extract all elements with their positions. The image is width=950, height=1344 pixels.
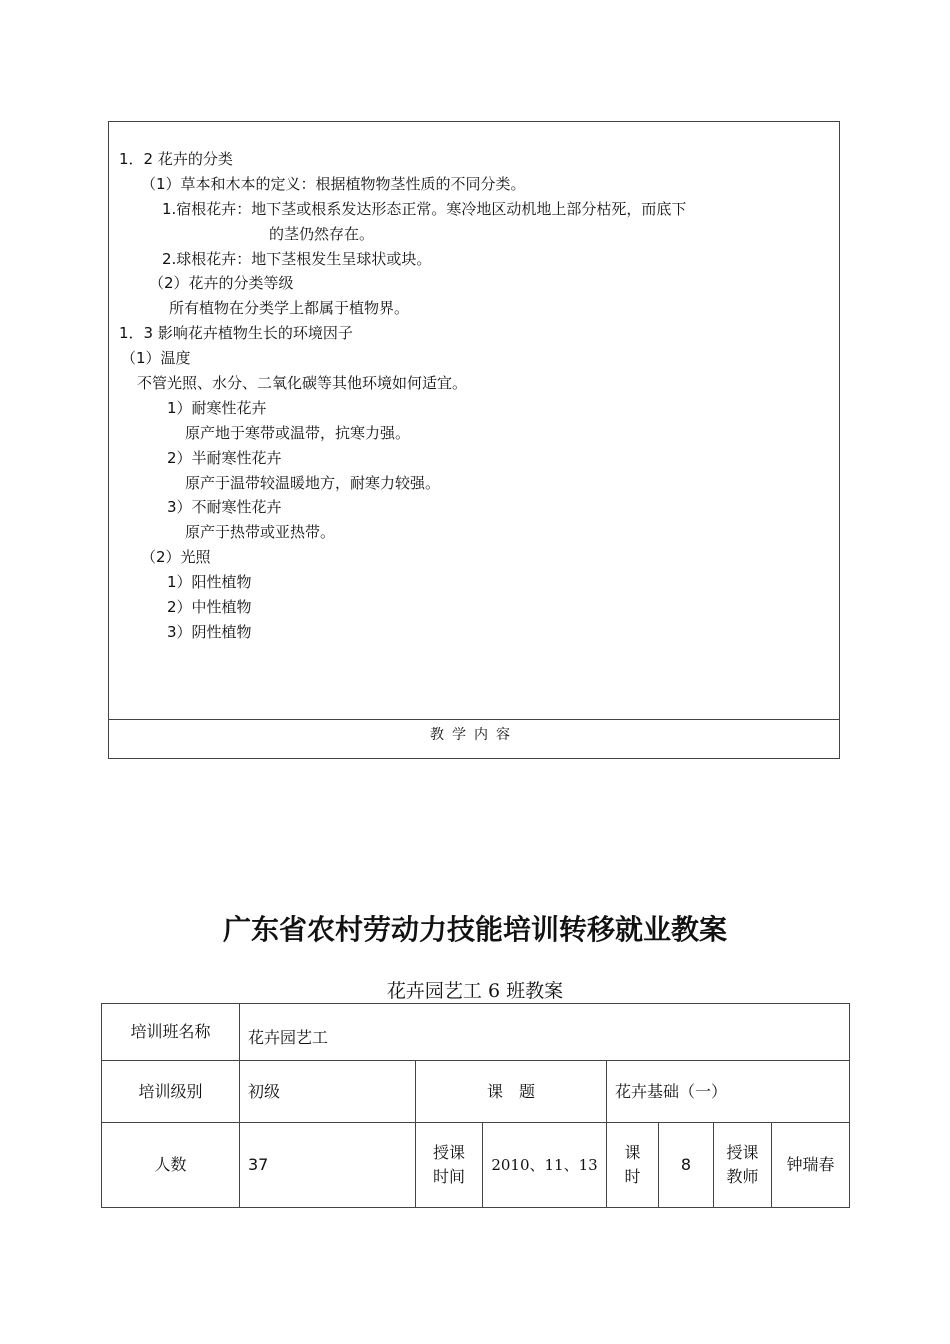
content-line: 原产于热带或亚热带。 [185,523,336,541]
document-subtitle: 花卉园艺工 6 班教案 [386,980,564,1002]
time-label: 授课时间 [416,1123,483,1208]
level-value: 初级 [240,1061,416,1123]
teaching-content-box [108,121,840,759]
topic-value: 花卉基础（一） [607,1061,850,1123]
hours-value: 8 [659,1123,714,1208]
teacher-label: 授课教师 [714,1123,772,1208]
content-line: 1）阳性植物 [167,573,252,591]
teacher-value: 钟瑞春 [772,1123,850,1208]
hours-label: 课时 [607,1123,659,1208]
content-line: （2）花卉的分类等级 [149,274,294,292]
content-line: 原产地于寒带或温带，抗寒力强。 [185,424,411,442]
content-line: （1）温度 [121,349,191,367]
content-line: 3）不耐寒性花卉 [167,498,282,516]
content-line: 1.宿根花卉：地下茎或根系发达形态正常。寒冷地区动机地上部分枯死，而底下 [162,200,687,218]
count-label: 人数 [102,1123,240,1208]
content-line: 原产于温带较温暖地方，耐寒力较强。 [185,474,441,492]
content-line: （1）草本和木本的定义：根据植物物茎性质的不同分类。 [141,175,526,193]
content-line: 不管光照、水分、二氧化碳等其他环境如何适宜。 [137,374,468,392]
content-line: 2.球根花卉：地下茎根发生呈球状或块。 [162,250,432,268]
class-name-value: 花卉园艺工 [240,1004,850,1061]
topic-label: 课 题 [416,1061,607,1123]
count-value: 37 [240,1123,416,1208]
content-line: 的茎仍然存在。 [269,225,375,243]
divider [109,719,839,720]
content-line: 2）半耐寒性花卉 [167,449,282,467]
content-line: 3）阴性植物 [167,623,252,641]
heading-environment: 1．3 影响花卉植物生长的环境因子 [119,324,353,342]
time-value: 2010、11、13 [483,1123,607,1208]
content-line: （2）光照 [141,548,211,566]
content-line: 2）中性植物 [167,598,252,616]
heading-classification: 1．2 花卉的分类 [119,150,233,168]
level-label: 培训级别 [102,1061,240,1123]
document-title: 广东省农村劳动力技能培训转移就业教案 [222,913,727,946]
content-line: 所有植物在分类学上都属于植物界。 [169,299,410,317]
content-line: 1）耐寒性花卉 [167,399,267,417]
class-name-label: 培训班名称 [102,1004,240,1061]
course-info-table [101,1003,850,1208]
teaching-content-label: 教学内容 [430,727,518,743]
